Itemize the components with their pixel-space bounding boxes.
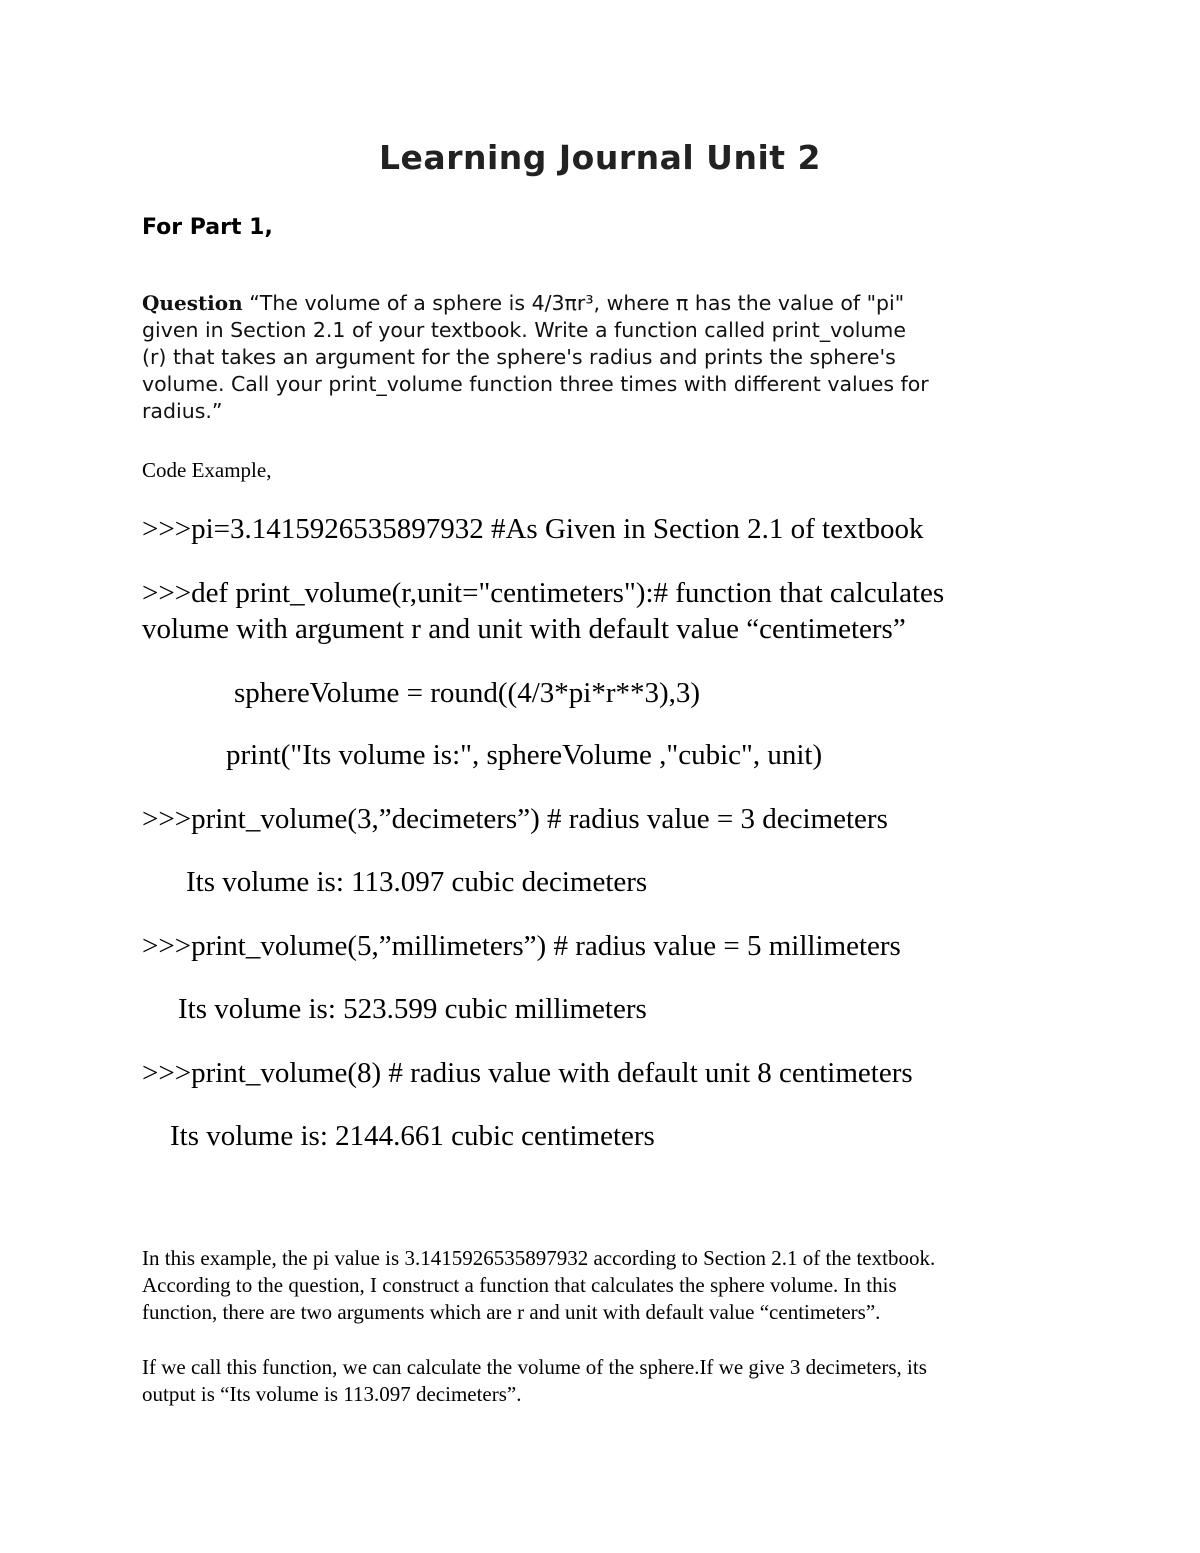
question-line: volume. Call your print_volume function three times with different values for bbox=[142, 372, 929, 396]
page-title: Learning Journal Unit 2 bbox=[379, 138, 821, 177]
paragraph-line: If we call this function, we can calculate the volume of the sphere.If we give 3 decimeters, its bbox=[142, 1355, 927, 1379]
code-sphere-volume-line: sphereVolume = round((4/3*pi*r**3),3) bbox=[234, 677, 701, 709]
question-line: radius.” bbox=[142, 399, 223, 423]
code-call-1: >>>print_volume(3,”decimeters”) # radius value = 3 decimeters bbox=[142, 803, 888, 835]
paragraph-line: In this example, the pi value is 3.1415926535897932 according to Section 2.1 of the textbook. bbox=[142, 1246, 936, 1270]
code-output-2: Its volume is: 523.599 cubic millimeters bbox=[178, 993, 647, 1025]
question-line bbox=[142, 290, 1072, 317]
paragraph-line: function, there are two arguments which are r and unit with default value “centimeters”. bbox=[142, 1300, 881, 1324]
code-def-line: >>>def print_volume(r,unit="centimeters"):# function that calculates bbox=[142, 577, 945, 609]
question-line: given in Section 2.1 of your textbook. Write a function called print_volume bbox=[142, 318, 907, 342]
question-line: (r) that takes an argument for the sphere's radius and prints the sphere's bbox=[142, 345, 896, 369]
code-example-label: Code Example, bbox=[142, 458, 272, 482]
code-call-2: >>>print_volume(5,”millimeters”) # radius value = 5 millimeters bbox=[142, 930, 901, 962]
part-heading: For Part 1, bbox=[142, 215, 273, 240]
question-text: “The volume of a sphere is 4/3πr³, where π has the value of "pi" bbox=[242, 291, 905, 315]
code-pi-line: >>>pi=3.1415926535897932 #As Given in Section 2.1 of textbook bbox=[142, 513, 924, 545]
code-output-3: Its volume is: 2144.661 cubic centimeters bbox=[170, 1120, 655, 1152]
code-print-line: print("Its volume is:", sphereVolume ,"cubic", unit) bbox=[226, 739, 823, 771]
paragraph-line: According to the question, I construct a function that calculates the sphere volume. In this bbox=[142, 1273, 897, 1297]
question-block bbox=[142, 290, 1072, 425]
code-output-1: Its volume is: 113.097 cubic decimeters bbox=[186, 866, 648, 898]
explanation-paragraph-1 bbox=[142, 1245, 1062, 1326]
code-def-line-continued: volume with argument r and unit with default value “centimeters” bbox=[142, 613, 906, 645]
paragraph-line: output is “Its volume is 113.097 decimeters”. bbox=[142, 1382, 522, 1406]
code-call-3: >>>print_volume(8) # radius value with default unit 8 centimeters bbox=[142, 1057, 913, 1089]
explanation-paragraph-2 bbox=[142, 1354, 1062, 1408]
question-label: Question bbox=[142, 291, 243, 315]
